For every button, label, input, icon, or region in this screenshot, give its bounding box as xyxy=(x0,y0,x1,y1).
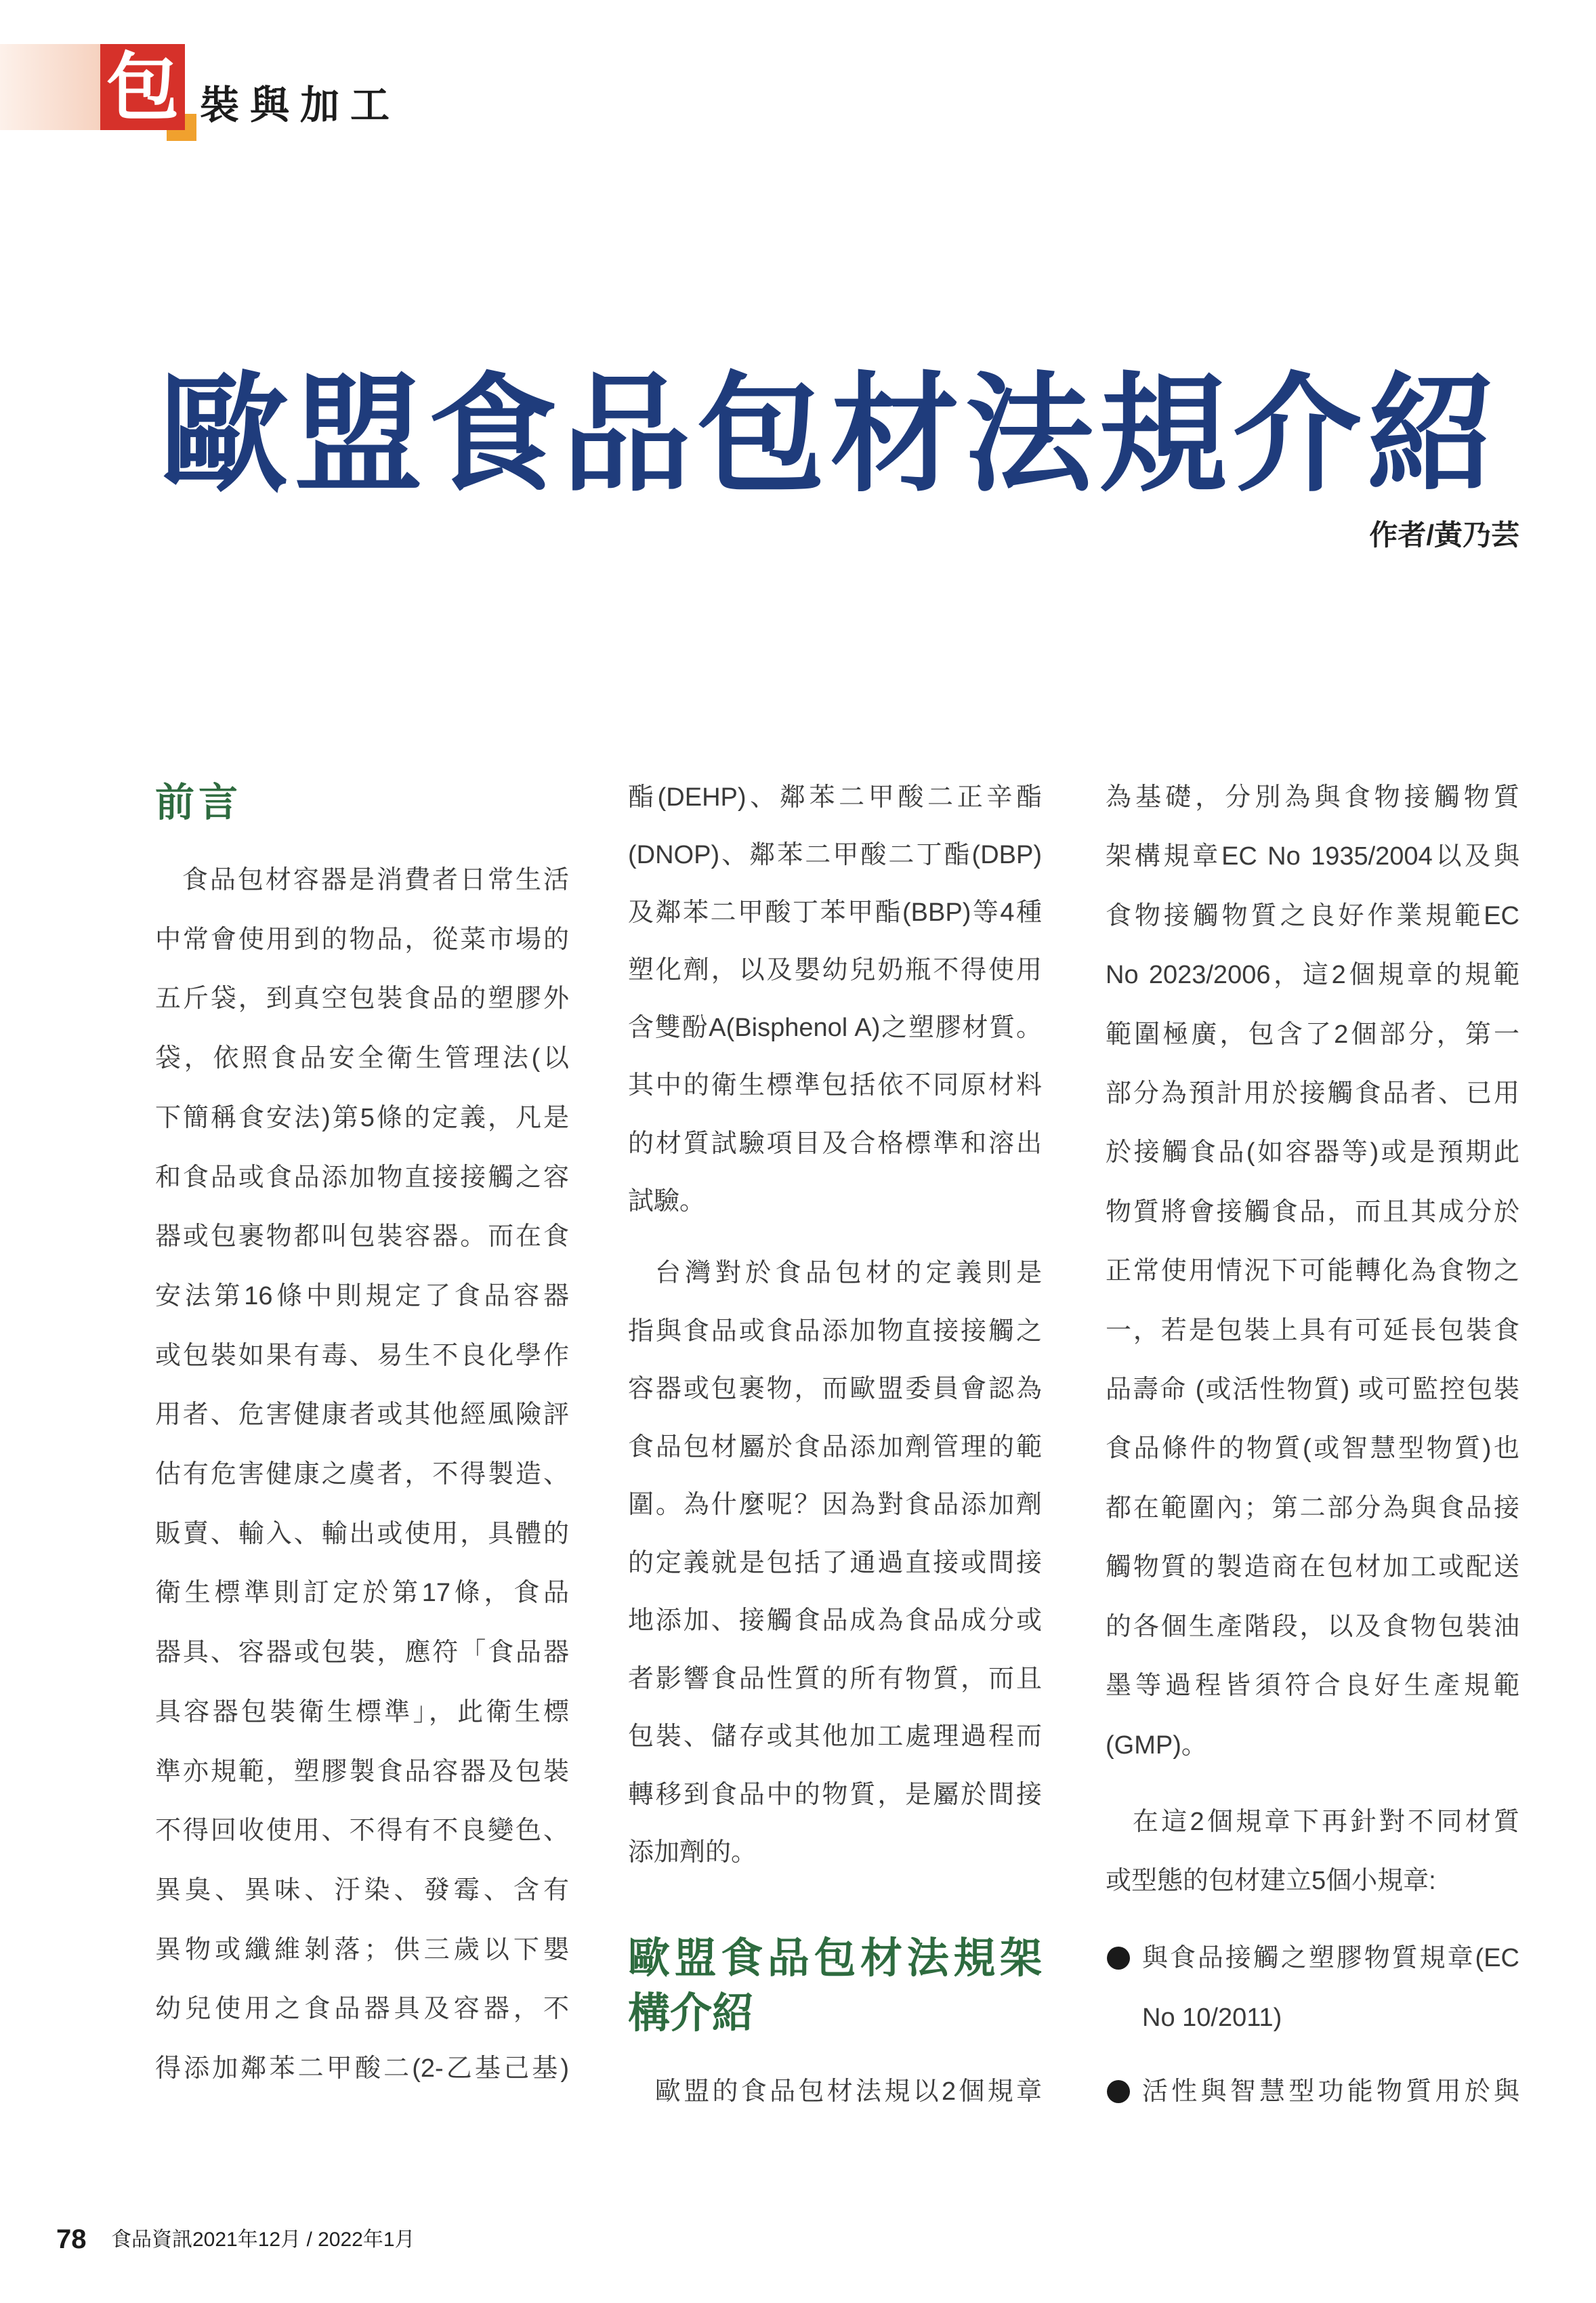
text-line: 部分為預計用於接觸食品者、已用 xyxy=(1106,1079,1519,1108)
text-line: 及鄰苯二甲酸丁苯甲酯(BBP)等4種 xyxy=(628,898,1042,928)
text-line: 一，若是包裝上具有可延長包裝食 xyxy=(1106,1316,1519,1345)
text-line: 歐盟的食品包材法規以2個規章 xyxy=(654,2077,1042,2106)
article-title: 歐盟食品包材法規介紹 xyxy=(160,363,1502,507)
text-line: 異物或纖維剝落；供三歲以下嬰 xyxy=(155,1935,569,1964)
text-line: 觸物質的製造商在包材加工或配送 xyxy=(1106,1553,1519,1582)
text-line: 估有危害健康之虞者，不得製造、 xyxy=(155,1460,569,1489)
heading-line: 歐盟食品包材法規架 xyxy=(628,1935,1042,1982)
section-tag-initial: 包 xyxy=(100,44,185,130)
text-line: 用者、危害健康者或其他經風險評 xyxy=(155,1401,569,1430)
section-heading-intro: 前言 xyxy=(155,781,243,825)
paragraph xyxy=(628,769,1042,1230)
text-line: 指與食品或食品添加物直接接觸之 xyxy=(628,1316,1042,1346)
text-line: 販賣、輸入、輸出或使用，具體的 xyxy=(155,1519,569,1548)
text-line: 的定義就是包括了通過直接或間接 xyxy=(628,1548,1042,1577)
text-line: 酯(DEHP)、鄰苯二甲酸二正辛酯 xyxy=(628,783,1042,812)
section-tag-band xyxy=(0,44,115,130)
text-line: No 10/2011) xyxy=(1142,2004,1282,2032)
heading-line: 構介紹 xyxy=(628,1990,755,2037)
text-line: 架構規章EC No 1935/2004以及與 xyxy=(1106,842,1519,871)
text-line: 器具、容器或包裝，應符「食品器 xyxy=(155,1638,569,1667)
text-line: 品壽命 (或活性物質) 或可監控包裝 xyxy=(1106,1375,1519,1405)
text-line: 下簡稱食安法)第5條的定義，凡是 xyxy=(155,1103,569,1132)
bullet-item xyxy=(1142,1928,1519,2048)
text-line: 容器或包裹物，而歐盟委員會認為 xyxy=(628,1375,1042,1403)
text-line: 食品條件的物質(或智慧型物質)也 xyxy=(1106,1434,1519,1464)
text-line: 與食品接觸之塑膠物質規章(EC xyxy=(1142,1944,1519,1972)
text-line: 食品包材容器是消費者日常生活 xyxy=(182,866,569,894)
text-line: 正常使用情況下可能轉化為食物之 xyxy=(1106,1257,1519,1286)
text-line: 的材質試驗項目及合格標準和溶出 xyxy=(628,1129,1042,1158)
text-line: 於接觸食品(如容器等)或是預期此 xyxy=(1106,1138,1519,1167)
text-line: 塑化劑，以及嬰幼兒奶瓶不得使用 xyxy=(628,956,1042,985)
bullet-item xyxy=(1142,2062,1519,2121)
text-line: 轉移到食品中的物質，是屬於間接 xyxy=(628,1780,1042,1809)
article-author: 作者/黃乃芸 xyxy=(1369,519,1519,551)
text-line: 範圍極廣，包含了2個部分，第一 xyxy=(1106,1020,1519,1049)
text-line: 活性與智慧型功能物質用於與 xyxy=(1142,2077,1519,2106)
paragraph xyxy=(628,2062,1042,2121)
text-line: 圍。為什麼呢？因為對食品添加劑 xyxy=(628,1491,1042,1519)
text-line: 者影響食品性質的所有物質，而且 xyxy=(628,1664,1042,1693)
issue-label: 食品資訊2021年12月 / 2022年1月 xyxy=(111,2228,415,2251)
text-line: 器或包裹物都叫包裝容器。而在食 xyxy=(155,1222,569,1251)
section-tag-label: 裝與加工 xyxy=(200,83,401,127)
text-line: 袋，依照食品安全衛生管理法(以 xyxy=(155,1044,569,1073)
text-line: 得添加鄰苯二甲酸二(2-乙基己基) xyxy=(155,2054,569,2083)
text-line: 和食品或食品添加物直接接觸之容 xyxy=(155,1163,569,1192)
paragraph xyxy=(1106,1793,1519,1911)
text-line: No 2023/2006，這2個規章的規範 xyxy=(1106,961,1519,990)
text-line: 添加劑的。 xyxy=(628,1838,757,1867)
text-line: 或型態的包材建立5個小規章: xyxy=(1106,1867,1436,1896)
text-line: 試驗。 xyxy=(628,1186,706,1216)
text-line: 不得回收使用、不得有不良變色、 xyxy=(155,1817,569,1846)
text-line: 準亦規範，塑膠製食品容器及包裝 xyxy=(155,1757,569,1786)
text-line: 地添加、接觸食品成為食品成分或 xyxy=(628,1606,1042,1635)
section-heading-framework xyxy=(628,1931,1042,2041)
text-line: 台灣對於食品包材的定義則是 xyxy=(654,1259,1042,1287)
paragraph xyxy=(155,851,569,2099)
text-line: 包裝、儲存或其他加工處理過程而 xyxy=(628,1722,1042,1751)
text-line: 食品包材屬於食品添加劑管理的範 xyxy=(628,1432,1042,1461)
bullet-icon xyxy=(1107,1947,1130,1970)
text-line: 中常會使用到的物品，從菜市場的 xyxy=(155,925,569,954)
text-line: (GMP)。 xyxy=(1106,1730,1207,1760)
text-line: 其中的衛生標準包括依不同原材料 xyxy=(628,1071,1042,1100)
text-line: 異臭、異味、汙染、發霉、含有 xyxy=(155,1875,569,1905)
text-line: (DNOP)、鄰苯二甲酸二丁酯(DBP) xyxy=(628,841,1042,870)
text-line: 具容器包裝衛生標準」，此衛生標 xyxy=(155,1697,569,1726)
text-line: 墨等過程皆須符合良好生產規範 xyxy=(1106,1672,1519,1701)
paragraph xyxy=(1106,768,1519,1775)
text-line: 或包裝如果有毒、易生不良化學作 xyxy=(155,1341,569,1370)
text-line: 為基礎，分別為與食物接觸物質 xyxy=(1106,783,1519,812)
text-line: 衛生標準則訂定於第17條，食品 xyxy=(155,1579,569,1608)
text-line: 安法第16條中則規定了食品容器 xyxy=(155,1281,569,1310)
bullet-icon xyxy=(1107,2080,1130,2103)
text-line: 食物接觸物質之良好作業規範EC xyxy=(1106,901,1519,930)
text-line: 五斤袋，到真空包裝食品的塑膠外 xyxy=(155,984,569,1014)
page-number: 78 xyxy=(56,2224,87,2254)
text-line: 的各個生產階段，以及食物包裝油 xyxy=(1106,1612,1519,1641)
text-line: 幼兒使用之食品器具及容器，不 xyxy=(155,1995,569,2024)
text-line: 物質將會接觸食品，而且其成分於 xyxy=(1106,1197,1519,1226)
paragraph xyxy=(628,1245,1042,1882)
text-line: 含雙酚A(Bisphenol A)之塑膠材質。 xyxy=(628,1014,1042,1043)
text-line: 都在範圍內；第二部分為與食品接 xyxy=(1106,1493,1519,1522)
text-line: 在這2個規章下再針對不同材質 xyxy=(1132,1808,1519,1836)
